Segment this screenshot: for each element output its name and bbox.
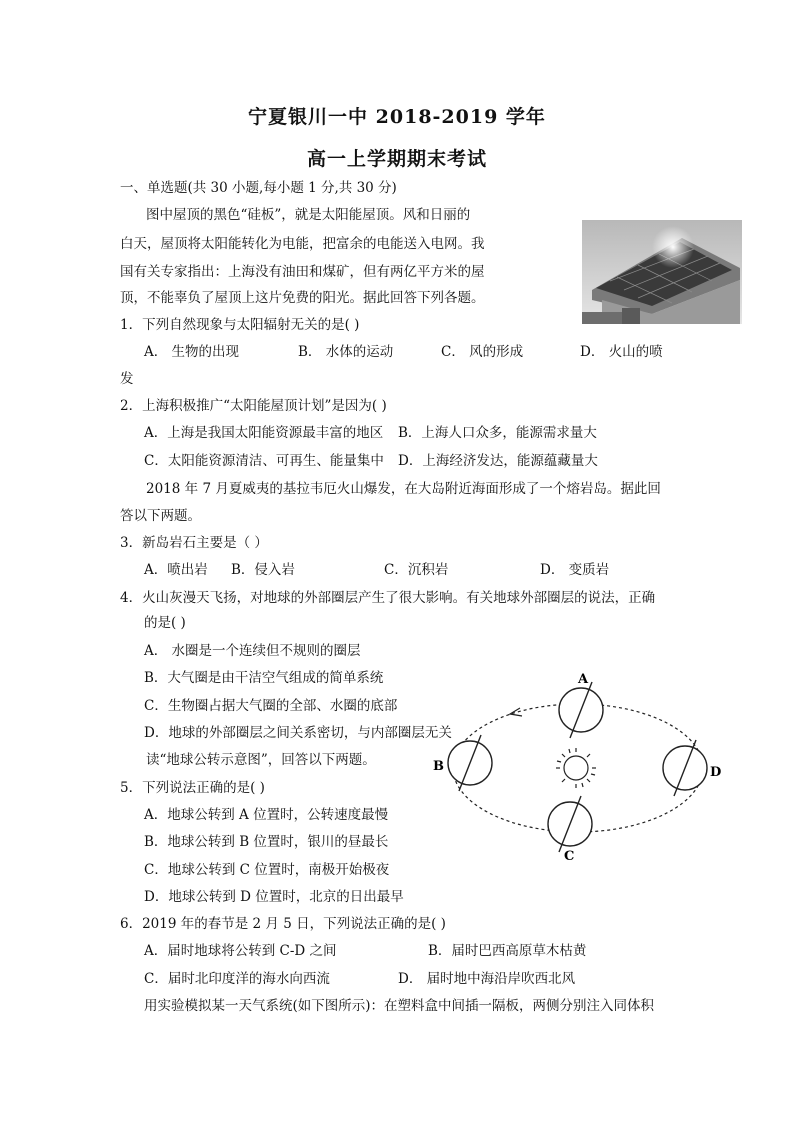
q4-option-a[interactable]: A． 水圈是一个连续但不规则的圈层 [144,643,361,659]
q3-option-a[interactable]: A．喷出岩 [144,562,208,578]
sun-icon [556,748,596,788]
q4-stem-line1: 4．火山灰漫天飞扬，对地球的外部圈层产生了很大影响。有关地球外部圈层的说法，正确 [120,590,656,606]
label-d: D [710,765,722,780]
q3-option-b[interactable]: B．侵入岩 [231,562,295,578]
section-heading: 一、单选题(共 30 小题,每小题 1 分,共 30 分) [120,180,397,196]
q5-stem: 5．下列说法正确的是( ) [120,780,265,796]
intro1-line3: 国有关专家指出：上海没有油田和煤矿，但有两亿平方米的屋 [120,264,485,280]
earth-c [548,796,592,852]
solar-roof-photo [582,220,742,324]
q3-stem: 3．新岛岩石主要是（ ） [120,535,268,551]
earth-revolution-diagram [428,668,728,868]
earth-a [559,682,603,738]
q6-stem: 6．2019 年的春节是 2 月 5 日，下列说法正确的是( ) [120,916,446,932]
q5-option-d[interactable]: D．地球公转到 D 位置时，北京的日出最早 [144,889,404,905]
earth-b [448,735,492,791]
intro4-line1: 用实验模拟某一天气系统(如下图所示)：在塑料盒中间插一隔板，两侧分别注入同体积 [144,998,655,1014]
q1-stem: 1．下列自然现象与太阳辐射无关的是( ) [120,317,360,333]
intro1-line1: 图中屋顶的黑色“硅板”，就是太阳能屋顶。风和日丽的 [146,207,471,223]
q2-option-a[interactable]: A．上海是我国太阳能资源最丰富的地区 [144,425,384,441]
page-subtitle: 高一上学期期末考试 [306,148,487,170]
q6-option-a[interactable]: A．届时地球将公转到 C-D 之间 [144,943,337,959]
orbit-direction-arrow [510,708,522,716]
intro2-line2: 答以下两题。 [120,508,201,524]
q1-option-d[interactable]: D． 火山的喷 [580,344,663,360]
page-title: 宁夏银川一中 2018-2019 学年 [248,106,546,128]
q2-option-b[interactable]: B．上海人口众多，能源需求量大 [398,425,597,441]
label-b: B [433,759,444,774]
intro2-line1: 2018 年 7 月夏威夷的基拉韦厄火山爆发，在大岛附近海面形成了一个熔岩岛。据此回 [146,481,661,497]
intro1-line4: 顶，不能辜负了屋顶上这片免费的阳光。据此回答下列各题。 [120,290,485,306]
q6-option-b[interactable]: B．届时巴西高原草木枯黄 [428,943,587,959]
q1-option-a[interactable]: A． 生物的出现 [144,344,240,360]
q3-option-d[interactable]: D． 变质岩 [540,562,610,578]
q1-option-d-cont: 发 [120,371,134,387]
q1-option-c[interactable]: C． 风的形成 [441,344,524,360]
q4-option-b[interactable]: B．大气圈是由干洁空气组成的简单系统 [144,670,384,686]
label-c: C [564,849,575,864]
q2-option-d[interactable]: D．上海经济发达，能源蕴藏量大 [398,453,598,469]
intro1-line2: 白天，屋顶将太阳能转化为电能，把富余的电能送入电网。我 [120,236,485,252]
q5-option-c[interactable]: C．地球公转到 C 位置时，南极开始极夜 [144,862,390,878]
q2-option-c[interactable]: C．太阳能资源清洁、可再生、能量集中 [144,453,384,469]
q6-option-d[interactable]: D． 届时地中海沿岸吹西北风 [398,971,576,987]
label-a: A [578,672,589,687]
q4-stem-line2: 的是( ) [144,615,186,631]
q3-option-c[interactable]: C．沉积岩 [384,562,449,578]
earth-d [663,740,707,796]
q5-option-b[interactable]: B．地球公转到 B 位置时，银川的昼最长 [144,834,389,850]
q5-option-a[interactable]: A．地球公转到 A 位置时，公转速度最慢 [144,807,389,823]
q2-stem: 2．上海积极推广“太阳能屋顶计划”是因为( ) [120,398,387,414]
q4-option-c[interactable]: C．生物圈占据大气圈的全部、水圈的底部 [144,698,398,714]
q1-option-b[interactable]: B． 水体的运动 [298,344,394,360]
q4-option-d[interactable]: D．地球的外部圈层之间关系密切，与内部圈层无关 [144,725,452,741]
q6-option-c[interactable]: C．届时北印度洋的海水向西流 [144,971,330,987]
intro3-line1: 读“地球公转示意图”，回答以下两题。 [146,752,376,768]
